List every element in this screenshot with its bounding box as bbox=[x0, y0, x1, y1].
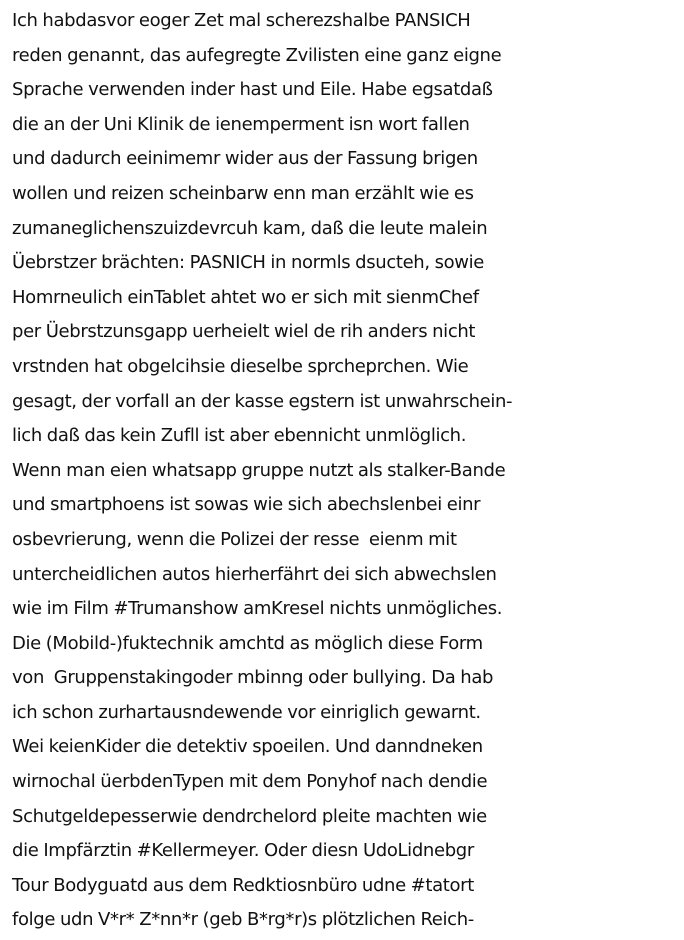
text-line: lich daß das kein Zufll ist aber ebennicht unmlöglich. bbox=[12, 425, 467, 447]
text-line: Homrneulich einTablet ahtet wo er sich mit sienmChef bbox=[12, 286, 479, 308]
text-line: Üebrstzer brächten: PASNICH in normls dsucteh, sowie bbox=[12, 252, 485, 274]
text-line: Die (Mobild-)fuktechnik amchtd as möglich diese Form bbox=[12, 632, 483, 654]
text-line: reden genannt, das aufegregte Zvilisten eine ganz eigne bbox=[12, 44, 502, 66]
text-line: vrstnden hat obgelcihsie dieselbe sprcheprchen. Wie bbox=[12, 355, 469, 377]
text-line: Schutgeldepesserwie dendrchelord pleite machten wie bbox=[12, 805, 487, 827]
text-line: die Impfärztin #Kellermeyer. Oder diesn UdoLidnebgr bbox=[12, 840, 474, 862]
text-line: wie im Film #Trumanshow amKresel nichts unmögliches. bbox=[12, 598, 503, 620]
body-text bbox=[12, 4, 684, 938]
text-line: per Üebrstzunsgapp uerheielt wiel de rih anders nicht bbox=[12, 321, 476, 343]
text-line: wirnochal üerbdenTypen mit dem Ponyhof nach dendie bbox=[12, 771, 488, 793]
text-line: und smartphoens ist sowas wie sich abechslenbei einr bbox=[12, 494, 481, 516]
text-line: folge udn V*r* Z*nn*r (geb B*rg*r)s plötzlichen Reich- bbox=[12, 909, 474, 931]
text-line: wollen und reizen scheinbarw enn man erzählt wie es bbox=[12, 182, 474, 204]
text-line: gesagt, der vorfall an der kasse egstern ist unwahrschein- bbox=[12, 390, 513, 412]
text-line: untercheidlichen autos hierherfährt dei sich abwechslen bbox=[12, 563, 497, 585]
text-line: Tour Bodyguatd aus dem Redktiosnbüro udne #tatort bbox=[12, 874, 474, 896]
text-line: Wenn man eien whatsapp gruppe nutzt als stalker-Bande bbox=[12, 459, 506, 481]
text-line: Sprache verwenden inder hast und Eile. Habe egsatdaß bbox=[12, 79, 493, 101]
text-line: die an der Uni Klinik de ienemperment isn wort fallen bbox=[12, 113, 470, 135]
text-line: von Gruppenstakingoder mbinng oder bullying. Da hab bbox=[12, 667, 494, 689]
text-line: osbevrierung, wenn die Polizei der resse eienm mit bbox=[12, 528, 457, 550]
text-line: ich schon zurhartausndewende vor einriglich gewarnt. bbox=[12, 701, 481, 723]
text-line: zumaneglichenszuizdevrcuh kam, daß die leute malein bbox=[12, 217, 488, 239]
text-line: Ich habdasvor eoger Zet mal scherezshalbe PANSICH bbox=[12, 10, 471, 31]
text-line: und dadurch eeinimemr wider aus der Fassung brigen bbox=[12, 148, 478, 170]
text-line: Wei keienKider die detektiv spoeilen. Und danndneken bbox=[12, 736, 483, 758]
